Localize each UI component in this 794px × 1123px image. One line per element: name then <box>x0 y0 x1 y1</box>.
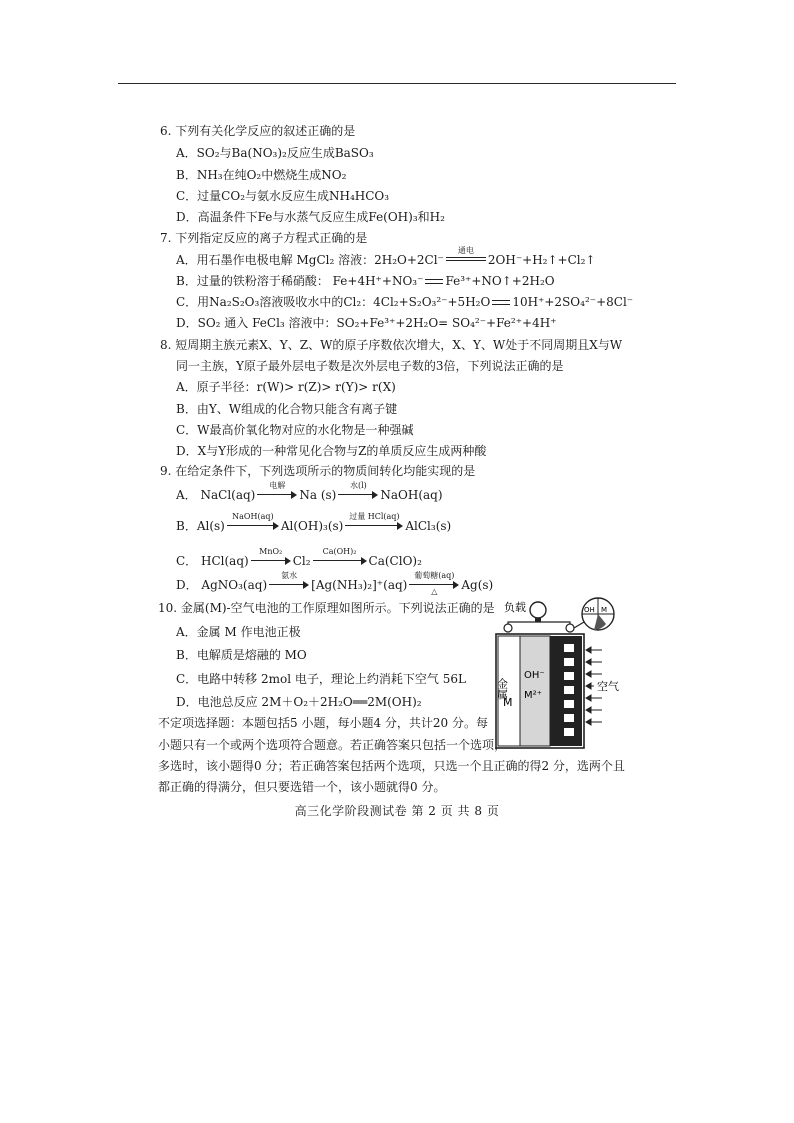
reaction-arrow <box>409 571 459 596</box>
question-6-option-b[interactable]: B．NH₃在纯O₂中燃烧生成NO₂ <box>176 168 347 182</box>
instructions-line2: 小题只有一个或两个选项符合题意。若正确答案只包括一个选项， <box>158 738 507 752</box>
intermediate: Na (s) <box>299 488 337 502</box>
reactant: A． NaCl(aq) <box>176 488 256 502</box>
reaction-condition: 电解 <box>269 481 286 490</box>
dial-oh-label: OH <box>584 606 595 614</box>
header-rule <box>118 83 676 84</box>
intermediate: [Ag(NH₃)₂]⁺(aq) <box>311 578 408 592</box>
equation-left: A．用石墨作电极电解 MgCl₂ 溶液：2H₂O+2Cl⁻ <box>176 253 444 267</box>
terminal-icon <box>504 624 512 632</box>
question-9-stem: 9. 在给定条件下，下列选项所示的物质间转化均能实现的是 <box>160 464 476 478</box>
question-9-option-c[interactable] <box>176 547 422 570</box>
question-7-option-b[interactable] <box>176 272 555 290</box>
question-8-stem-line1: 8. 短周期主族元素X、Y、Z、W的原子序数依次增大，X、Y、W处于不同周期且X与W <box>160 338 623 352</box>
question-8-stem-line2: 同一主族，Y原子最外层电子数是次外层电子数的3倍，下列说法正确的是 <box>176 359 564 373</box>
question-10-option-d[interactable]: D．电池总反应 2M＋O₂＋2H₂O══2M(OH)₂ <box>176 695 422 709</box>
reactant: C． HCl(aq) <box>176 554 249 568</box>
reaction-condition: NaOH(aq) <box>232 512 274 521</box>
instructions-line4: 都正确的得满分，但只要选错一个，该小题就得0 分。 <box>158 780 446 794</box>
reaction-condition: 氨水 <box>281 571 298 580</box>
air-label: 空气 <box>597 680 619 693</box>
question-8-option-d[interactable]: D．X与Y形成的一种常见化合物与Z的单质反应生成两种酸 <box>176 444 487 458</box>
reaction-arrow <box>257 481 297 501</box>
question-6-option-c[interactable]: C．过量CO₂与氨水反应生成NH₄HCO₃ <box>176 189 390 203</box>
dial-m-label: M <box>601 606 608 614</box>
equals-sign <box>492 300 510 305</box>
metal-ion-label: M²⁺ <box>524 690 542 701</box>
equals-sign <box>425 279 443 284</box>
reaction-condition: 过量 HCl(aq) <box>349 512 400 521</box>
question-7-option-c[interactable] <box>176 293 633 311</box>
reaction-condition: Ca(OH)₂ <box>322 547 357 556</box>
question-10-option-a[interactable]: A．金属 M 作电池正极 <box>176 625 301 639</box>
metal-air-battery-diagram <box>490 594 630 754</box>
question-7-stem: 7. 下列指定反应的离子方程式正确的是 <box>160 231 368 245</box>
load-label: 负载 <box>504 601 526 614</box>
product: NaOH(aq) <box>380 488 443 502</box>
reaction-arrow <box>251 547 291 567</box>
reaction-arrow <box>313 547 367 567</box>
question-6-option-a[interactable]: A．SO₂与Ba(NO₃)₂反应生成BaSO₃ <box>176 146 374 160</box>
question-9-option-d[interactable] <box>176 571 494 596</box>
equation-left: B．过量的铁粉溶于稀硝酸： Fe+4H⁺+NO₃⁻ <box>176 274 424 288</box>
reactant: D． AgNO₃(aq) <box>176 578 268 592</box>
equation-left: C．用Na₂S₂O₃溶液吸收水中的Cl₂：4Cl₂+S₂O₃²⁻+5H₂O <box>176 295 491 309</box>
question-6-option-d[interactable]: D．高温条件下Fe与水蒸气反应生成Fe(OH)₃和H₂ <box>176 210 445 224</box>
question-7-option-a[interactable] <box>176 246 596 269</box>
instructions-line1: 不定项选择题：本题包括5 小题，每小题4 分，共计20 分。每 <box>158 716 488 730</box>
reaction-condition: 通电 <box>457 246 474 255</box>
electrolysis-equals-sign <box>446 246 486 266</box>
question-8-option-c[interactable]: C．W最高价氧化物对应的水化物是一种强碱 <box>176 423 414 437</box>
metal-label: 金属 <box>495 678 509 700</box>
page-footer: 高三化学阶段测试卷 第 2 页 共 8 页 <box>294 804 500 818</box>
product: AlCl₃(s) <box>405 519 452 533</box>
question-7-option-d[interactable]: D．SO₂ 通入 FeCl₃ 溶液中：SO₂+Fe³⁺+2H₂O= SO₄²⁻+Fe²⁺+4H⁺ <box>176 316 557 330</box>
question-9-option-b[interactable] <box>176 512 452 535</box>
question-8-option-b[interactable]: B．由Y、W组成的化合物只能含有离子键 <box>176 402 398 416</box>
heat-condition: △ <box>431 587 438 596</box>
reactant: B．Al(s) <box>176 519 225 533</box>
product: Ca(ClO)₂ <box>368 554 422 568</box>
intermediate: Al(OH)₃(s) <box>280 519 344 533</box>
reaction-condition: MnO₂ <box>259 547 283 556</box>
terminal-icon <box>566 624 574 632</box>
instructions-line3: 多选时，该小题得0 分；若正确答案包括两个选项，只选一个且正确的得2 分，选两个且 <box>158 759 625 773</box>
reaction-arrow <box>269 571 309 591</box>
reaction-condition: 葡萄糖(aq) <box>414 571 455 580</box>
reaction-arrow <box>227 512 279 532</box>
reaction-arrow <box>338 481 378 501</box>
question-6-stem: 6. 下列有关化学反应的叙述正确的是 <box>160 124 356 138</box>
question-10-option-b[interactable]: B．电解质是熔融的 MO <box>176 648 307 662</box>
product: Ag(s) <box>461 578 494 592</box>
equation-right: 2OH⁻+H₂↑+Cl₂↑ <box>487 253 596 267</box>
intermediate: Cl₂ <box>292 554 311 568</box>
question-8-option-a[interactable]: A．原子半径：r(W)> r(Z)> r(Y)> r(X) <box>176 380 396 394</box>
question-10-stem: 10. 金属(M)-空气电池的工作原理如图所示。下列说法正确的是 <box>158 601 495 615</box>
reaction-condition: 水(l) <box>349 481 367 490</box>
question-9-option-a[interactable] <box>176 481 443 504</box>
lightbulb-icon <box>530 602 546 618</box>
question-10-option-c[interactable]: C．电路中转移 2mol 电子，理论上约消耗下空气 56L <box>176 672 466 686</box>
reaction-arrow <box>345 512 403 532</box>
metal-m-label: M <box>503 696 513 709</box>
equation-right: Fe³⁺+NO↑+2H₂O <box>445 274 555 288</box>
equation-right: 10H⁺+2SO₄²⁻+8Cl⁻ <box>512 295 634 309</box>
hydroxide-ion-label: OH⁻ <box>524 670 545 681</box>
